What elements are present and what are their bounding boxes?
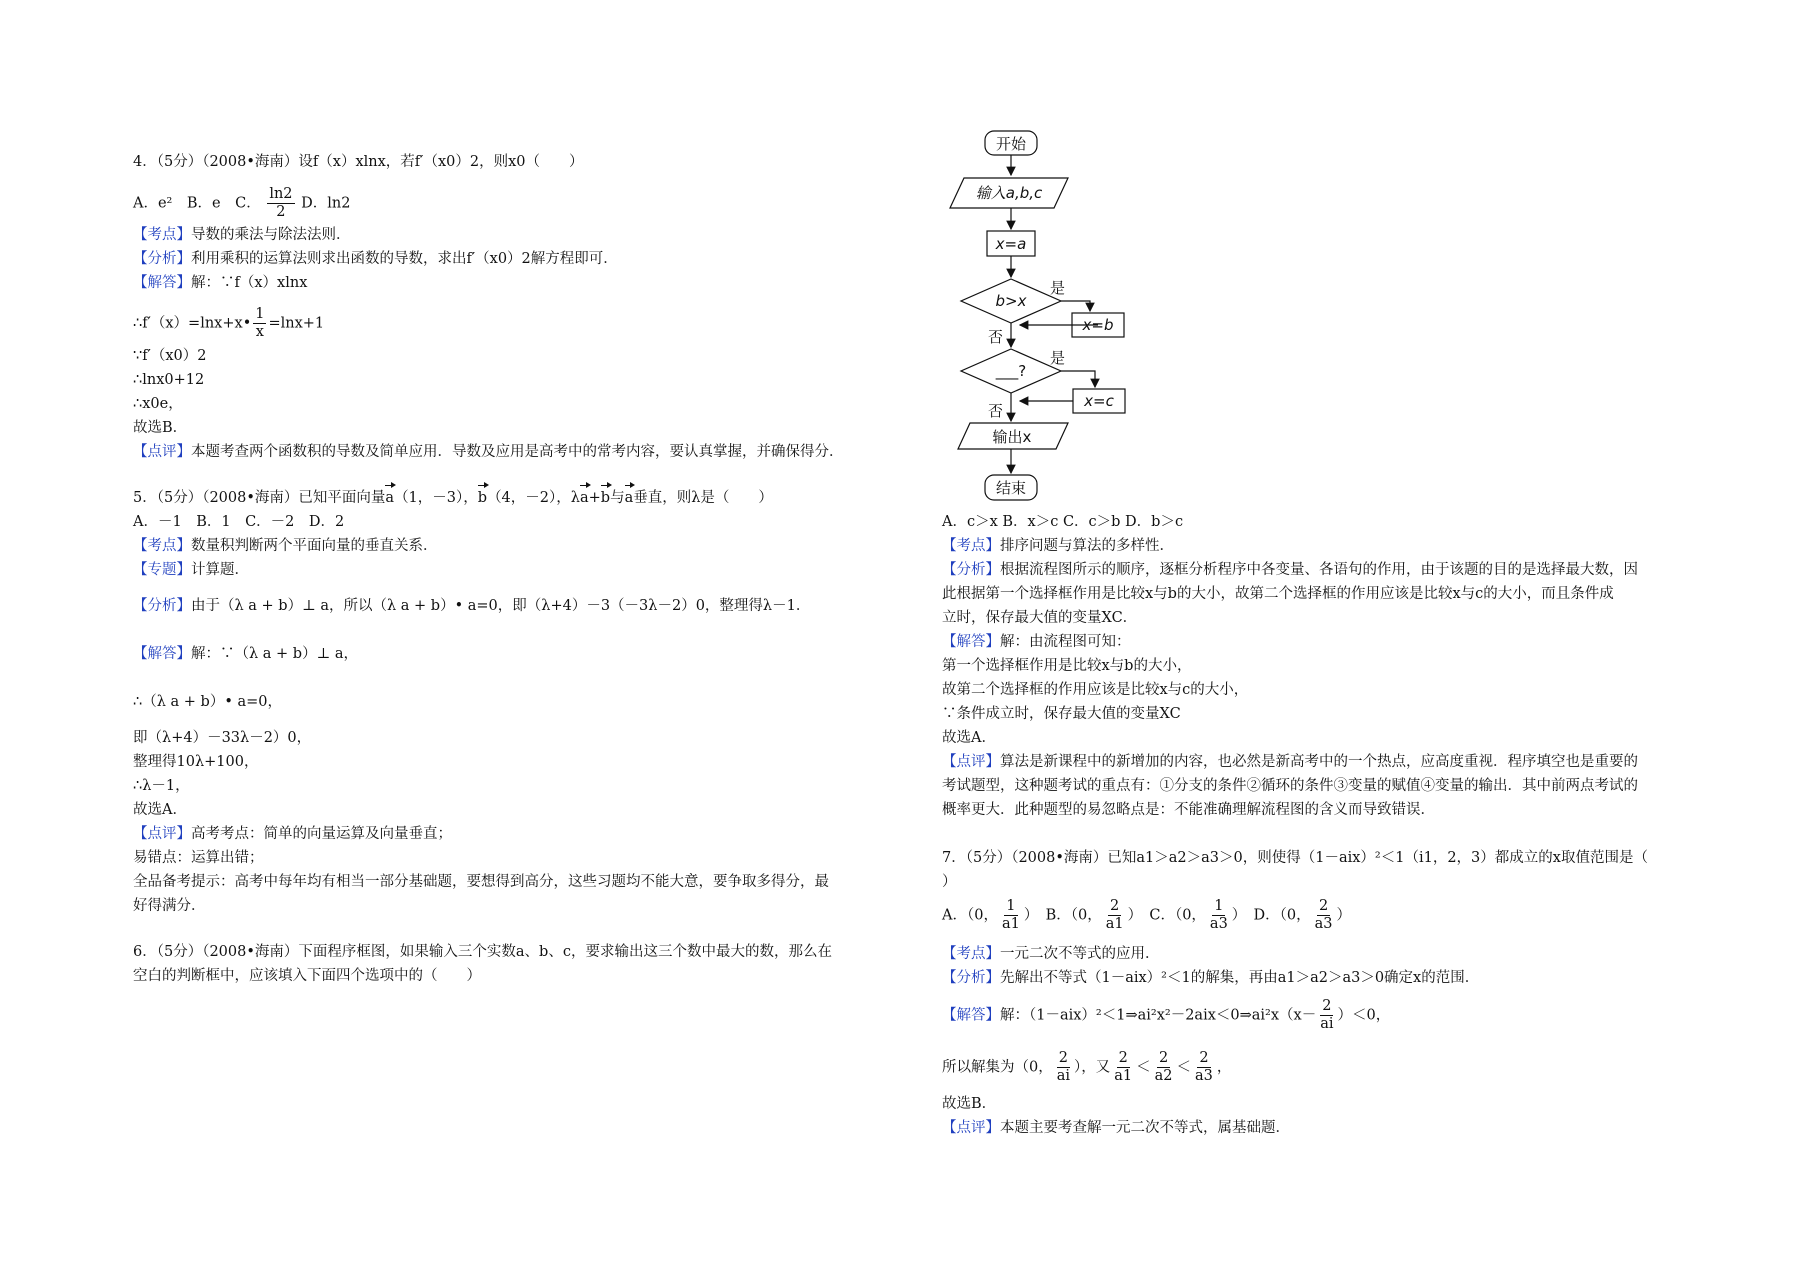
q7-title-line1: 7．（5分）（2008•海南）已知a1＞a2＞a3＞0，则使得（1－aix）²＜1（i1，2，3）都成立的x取值范围是（ — [942, 850, 1648, 866]
q6-jieda — [942, 632, 1131, 652]
no1-label: 否 — [988, 328, 1004, 346]
vector-a: a — [385, 490, 395, 506]
flowchart — [940, 125, 1170, 520]
q5-title-text: （4，－2），λ — [487, 490, 580, 506]
less-than: ＜ — [1176, 1059, 1192, 1076]
dianping-text: 高考考点：简单的向量运算及向量垂直； — [191, 826, 452, 842]
q6-kaodian — [942, 536, 1174, 556]
q7-options — [942, 898, 1351, 933]
q5-choose: 故选A． — [133, 802, 187, 818]
q4-step4: ∴x0e， — [133, 396, 183, 412]
q7-fenxi — [942, 968, 1479, 988]
frac-numerator: 1 — [255, 306, 265, 322]
q7-kaodian — [942, 944, 1160, 964]
jieda-tag: 【解答】 — [133, 275, 191, 291]
q6-title-line1: 6．（5分）（2008•海南）下面程序框图，如果输入三个实数a、b、c，要求输出这三个数中最大的数，那么在 — [133, 944, 832, 960]
q7-title-line2: ） — [942, 874, 957, 890]
frac-denominator: a2 — [1154, 1068, 1173, 1084]
q6-choose: 故选A． — [942, 730, 996, 746]
q5-note2: 全品备考提示：高考中每年均有相当一部分基础题，要想得到高分，这些习题均不能大意，要争取多得分，最 — [133, 874, 829, 890]
q5-title-text: 与 — [610, 490, 625, 506]
dianping-tag: 【点评】 — [942, 1120, 1000, 1136]
kaodian-text: 排序问题与算法的多样性． — [1000, 538, 1174, 554]
frac-denominator: a3 — [1195, 1068, 1213, 1084]
q5-step1: ∴（λ a + b）• a=0， — [133, 694, 282, 710]
q6-fenxi-line2: 此根据第一个选择框作用是比较x与b的大小，故第二个选择框的作用应该是比较x与c的大小，而且条件成 — [942, 586, 1614, 602]
dianping-tag: 【点评】 — [942, 754, 1000, 770]
q4-step2: ∵f′（x0）2 — [133, 348, 207, 364]
q4-step3: ∴lnx0+12 — [133, 372, 205, 388]
kaodian-text: 一元二次不等式的应用． — [1000, 946, 1160, 962]
jieda-text: 解：∵（λ a + b）⊥ a， — [191, 646, 358, 662]
frac-denominator: ai — [1056, 1068, 1071, 1084]
q4-option-d: D．ln2 — [301, 195, 351, 212]
fenxi-tag: 【分析】 — [942, 562, 1000, 578]
q5-title — [133, 488, 773, 508]
ratio-fraction-2 — [1153, 1050, 1175, 1085]
output-label: 输出x — [992, 428, 1032, 446]
frac-denominator: x — [255, 324, 264, 340]
dianping-tag: 【点评】 — [133, 826, 191, 842]
q6-step1: 第一个选择框作用是比较x与b的大小， — [942, 658, 1192, 674]
option-text: ） — [1336, 907, 1352, 924]
frac-numerator: 2 — [1158, 1050, 1169, 1066]
q5-kaodian — [133, 536, 438, 556]
step-text: =lnx+1 — [268, 315, 325, 332]
q6-fenxi-line3: 立时，保存最大值的变量XC． — [942, 610, 1138, 626]
less-than: ＜ — [1136, 1059, 1151, 1076]
q4-fenxi — [133, 249, 618, 269]
kaodian-text: 数量积判断两个平面向量的垂直关系． — [191, 538, 438, 554]
q7-jieda — [942, 998, 1390, 1033]
ratio-fraction-1 — [1112, 1050, 1134, 1085]
option-c-fraction — [1208, 898, 1230, 933]
solution-fraction — [1055, 1050, 1072, 1085]
option-text: A．（0， — [942, 907, 998, 924]
frac-numerator: 2 — [1199, 1050, 1209, 1066]
q5-title-text: 5．（5分）（2008•海南）已知平面向量 — [133, 490, 386, 506]
jieda-text: 解：由流程图可知： — [1000, 634, 1131, 650]
ratio-fraction-3 — [1193, 1050, 1215, 1085]
kaodian-tag: 【考点】 — [133, 227, 191, 243]
q5-title-text: （1，－3）， — [394, 490, 478, 506]
end-label: 结束 — [995, 479, 1027, 497]
q4-title: 4．（5分）（2008•海南）设f（x）xlnx，若f′（x0）2，则x0（ ） — [133, 154, 584, 170]
dianping-text: 算法是新课程中的新增加的内容，也必然是新高考中的一个热点，应高度重视．程序填空也是重要的 — [1000, 754, 1638, 770]
q6-dianping-line3: 概率更大．此种题型的易忽略点是：不能准确理解流程图的含义而导致错误． — [942, 802, 1435, 818]
frac-numerator: 2 — [1058, 1050, 1068, 1066]
set-b-label: x=b — [1082, 316, 1114, 334]
q5-fenxi — [133, 596, 810, 616]
step-fraction — [253, 306, 266, 341]
option-a-fraction — [1000, 898, 1022, 933]
frac-denominator: a1 — [1001, 916, 1020, 932]
zhuanti-text: 计算题． — [191, 562, 249, 578]
dianping-text: 本题考查两个函数积的导数及简单应用．导数及应用是高考中的常考内容，要认真掌握，并确保得分． — [191, 444, 844, 460]
q4-step1 — [133, 306, 324, 341]
q6-title-line2: 空白的判断框中，应该填入下面四个选项中的（ ） — [133, 968, 481, 984]
fenxi-text: 先解出不等式（1－aix）²＜1的解集，再由a1＞a2＞a3＞0确定x的范围． — [1000, 970, 1480, 986]
frac-denominator: a3 — [1314, 916, 1333, 932]
step-text: ∴f′（x）=lnx+x• — [133, 315, 252, 332]
jieda-text: 解：（1－aix）²＜1⇒ai²x²－2aix＜0⇒ai²x（x－ — [1000, 1007, 1317, 1024]
frac-numerator: 2 — [1322, 998, 1332, 1014]
frac-numerator: 2 — [1118, 1050, 1128, 1066]
frac-numerator: 1 — [1006, 898, 1016, 914]
fenxi-tag: 【分析】 — [133, 598, 191, 614]
frac-numerator: 2 — [1318, 898, 1329, 914]
frac-denominator: a1 — [1114, 1068, 1133, 1084]
option-b-fraction — [1104, 898, 1126, 933]
q6-dianping-line1 — [942, 752, 1638, 772]
dianping-text: 本题主要考查解一元二次不等式，属基础题． — [1000, 1120, 1290, 1136]
option-text: ） C．（0， — [1127, 907, 1206, 924]
frac-denominator: a3 — [1209, 916, 1228, 932]
frac-numerator: 1 — [1214, 898, 1224, 914]
condition1-label: b>x — [995, 292, 1027, 310]
option-text: ） B．（0， — [1023, 907, 1102, 924]
frac-denominator: a1 — [1105, 916, 1124, 932]
jieda-tag: 【解答】 — [942, 634, 1000, 650]
jieda-text: 解：∵f（x）xlnx — [191, 275, 308, 291]
fenxi-text: 由于（λ a + b）⊥ a，所以（λ a + b）• a=0，即（λ+4）－3（－3λ－2）0，整理得λ－1． — [191, 598, 811, 614]
fenxi-tag: 【分析】 — [133, 251, 191, 267]
q6-dianping-line2: 考试题型，这种题考试的重点有：①分支的条件②循环的条件③变量的赋值④变量的输出．其中前两点考试的 — [942, 778, 1638, 794]
q6-fenxi-line1 — [942, 560, 1638, 580]
jieda-text: ）＜0， — [1337, 1007, 1391, 1024]
zhuanti-tag: 【专题】 — [133, 562, 191, 578]
q4-dianping — [133, 442, 844, 462]
q5-note3: 好得满分． — [133, 898, 206, 914]
jieda-tag: 【解答】 — [942, 1007, 1000, 1024]
q7-choose: 故选B． — [942, 1096, 997, 1112]
start-label: 开始 — [995, 135, 1027, 153]
q6-step3: ∵条件成立时，保存最大值的变量XC — [942, 706, 1181, 722]
condition2-label: ___? — [995, 362, 1027, 380]
jieda-fraction — [1318, 998, 1335, 1033]
solution-text: 所以解集为（0， — [942, 1059, 1053, 1076]
assign-label: x=a — [995, 235, 1027, 253]
q6-options: A．c＞x B．x＞c C．c＞b D．b＞c — [942, 514, 1184, 530]
q7-dianping — [942, 1118, 1290, 1138]
vector-a: a — [579, 490, 589, 506]
q5-step4: ∴λ－1， — [133, 778, 190, 794]
q5-options: A．－1 B．1 C．－2 D．2 — [133, 514, 345, 530]
q7-solution-set — [942, 1050, 1231, 1085]
solution-text: ， — [1216, 1059, 1232, 1076]
input-label: 输入a,b,c — [975, 184, 1043, 202]
option-d-fraction — [1313, 898, 1335, 933]
q5-zhuanti — [133, 560, 249, 580]
q6-step2: 故第二个选择框的作用应该是比较x与c的大小， — [942, 682, 1249, 698]
q5-note1: 易错点：运算出错； — [133, 850, 264, 866]
frac-denominator: 2 — [276, 204, 286, 220]
fenxi-tag: 【分析】 — [942, 970, 1000, 986]
frac-denominator: ai — [1320, 1016, 1334, 1032]
no2-label: 否 — [988, 402, 1004, 420]
vector-b: b — [477, 490, 488, 506]
kaodian-text: 导数的乘法与除法法则． — [191, 227, 351, 243]
set-c-label: x=c — [1084, 392, 1114, 410]
q5-step2: 即（λ+4）－33λ－2）0， — [133, 730, 312, 746]
kaodian-tag: 【考点】 — [942, 538, 1000, 554]
q4-options — [133, 186, 350, 221]
fenxi-text: 利用乘积的运算法则求出函数的导数，求出f′（x0）2解方程即可． — [191, 251, 618, 267]
vector-b: b — [600, 490, 611, 506]
kaodian-tag: 【考点】 — [133, 538, 191, 554]
frac-numerator: 2 — [1110, 898, 1120, 914]
kaodian-tag: 【考点】 — [942, 946, 1000, 962]
option-text: ） D．（0， — [1231, 907, 1311, 924]
yes1-label: 是 — [1050, 279, 1066, 297]
q5-title-text: 垂直，则λ是（ ） — [633, 490, 773, 506]
frac-numerator: ln2 — [269, 186, 293, 202]
q4-choose: 故选B． — [133, 420, 188, 436]
solution-text: ），又 — [1074, 1059, 1111, 1076]
yes2-label: 是 — [1050, 349, 1066, 367]
q4-jieda — [133, 273, 307, 293]
q5-step3: 整理得10λ+100， — [133, 754, 259, 770]
jieda-tag: 【解答】 — [133, 646, 191, 662]
q4-kaodian — [133, 225, 351, 245]
q4-options-abc: A．e² B．e C． — [133, 195, 261, 212]
q4-option-c-fraction — [267, 186, 294, 221]
q5-dianping — [133, 824, 452, 844]
q5-jieda — [133, 644, 358, 664]
dianping-tag: 【点评】 — [133, 444, 191, 460]
fenxi-text: 根据流程图所示的顺序，逐框分析程序中各变量、各语句的作用，由于该题的目的是选择最大数，因 — [1000, 562, 1638, 578]
vector-a: a — [624, 490, 634, 506]
plus-sign: + — [588, 490, 601, 506]
